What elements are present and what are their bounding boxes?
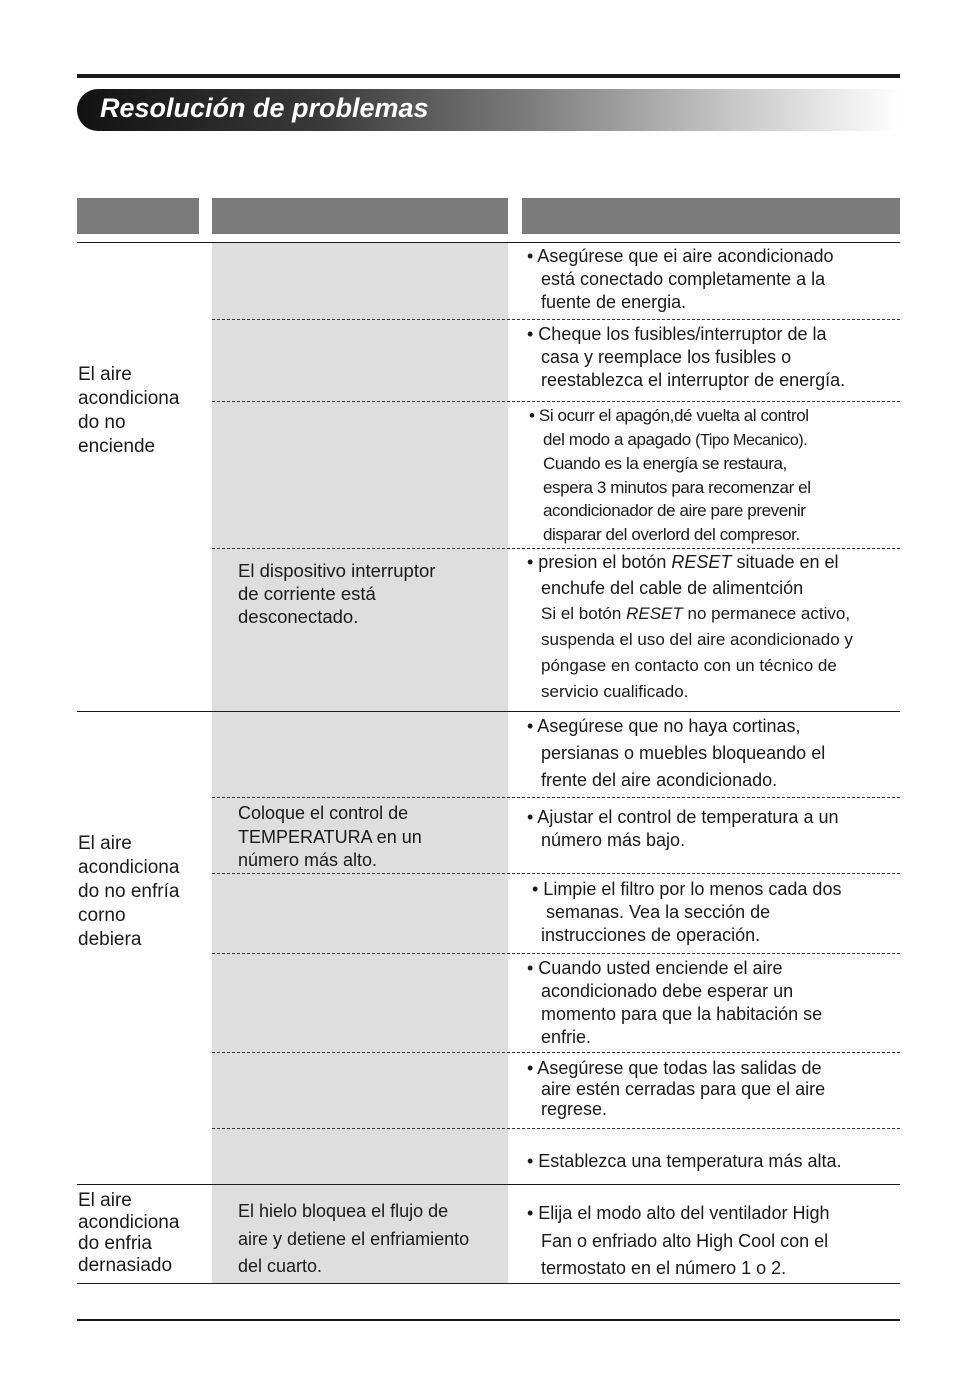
row-divider	[212, 873, 900, 874]
row-divider	[212, 319, 900, 320]
cause-temperature-control: Coloque el control de TEMPERATURA en un número más alto.	[238, 803, 422, 870]
solution-check-fuses: • Cheque los fusibles/interruptor de la casa y reemplace los fusibles o reestablezca el interruptor de energía.	[527, 324, 846, 390]
solution-clear-obstructions: • Asegúrese que no haya cortinas, persianas o muebles bloqueando el frente del aire acondicionado.	[527, 716, 826, 790]
solution-high-fan-mode: • Elija el modo alto del ventilador High Fan o enfriado alto High Cool con el termostato en el número 1 o 2.	[527, 1203, 830, 1278]
solution-lower-temperature: • Ajustar el control de temperatura a un número más bajo.	[527, 807, 839, 850]
row-divider	[212, 797, 900, 798]
symptom-not-cooling: El aire acondiciona do no enfría corno debiera	[78, 833, 180, 950]
symptom-no-power: El aire acondiciona do no enciende	[78, 364, 180, 457]
column-header-cause	[212, 198, 508, 234]
table-top-rule	[77, 242, 900, 243]
row-divider	[212, 1128, 900, 1129]
top-rule	[77, 74, 900, 78]
solution-check-plug: • Asegúrese que ei aire acondicionado está conectado completamente a la fuente de energia.	[527, 246, 834, 312]
solution-clean-filter: • Limpie el filtro por lo menos cada dos semanas. Vea la sección de instrucciones de operación.	[532, 879, 842, 945]
group-divider	[77, 711, 900, 712]
page-title: Resolución de problemas	[100, 93, 429, 123]
column-header-solution	[522, 198, 900, 234]
solution-reset-button: • presion el botón RESET situade en el enchufe del cable de alimentción Si el botón RESET no permanece activo, suspenda el uso del aire acondicionado y póngase en contacto con un técnico de servicio cualificado.	[527, 552, 853, 701]
group-divider	[77, 1184, 900, 1185]
row-divider	[212, 1052, 900, 1053]
row-divider	[212, 401, 900, 402]
column-header-symptom	[77, 198, 199, 234]
solution-raise-temperature: • Establezca una temperatura más alta.	[527, 1151, 842, 1171]
cause-circuit-breaker: El dispositivo interruptor de corriente está desconectado.	[238, 560, 436, 627]
row-divider	[212, 953, 900, 954]
cause-ice-blocking: El hielo bloquea el flujo de aire y detiene el enfriamiento del cuarto.	[238, 1201, 470, 1276]
table-bottom-rule	[77, 1283, 900, 1284]
solution-close-vents: • Asegúrese que todas las salidas de aire estén cerradas para que el aire regrese.	[527, 1058, 826, 1119]
cause-column-shading	[212, 242, 508, 1283]
solution-power-outage: • Si ocurr el apagón,dé vuelta al control del modo a apagado (Tipo Mecanico). Cuando es la energía se restaura, espera 3 minutos para recomenzar el acondicionador de aire pare prevenir disparar del overlord del compresor.	[529, 406, 811, 544]
symptom-too-cold: El aire acondiciona do enfria dernasiado	[78, 1190, 180, 1276]
solution-wait-cooling: • Cuando usted enciende el aire acondicionado debe esperar un momento para que la habitación se enfrie.	[527, 958, 823, 1047]
bottom-rule	[77, 1319, 900, 1321]
